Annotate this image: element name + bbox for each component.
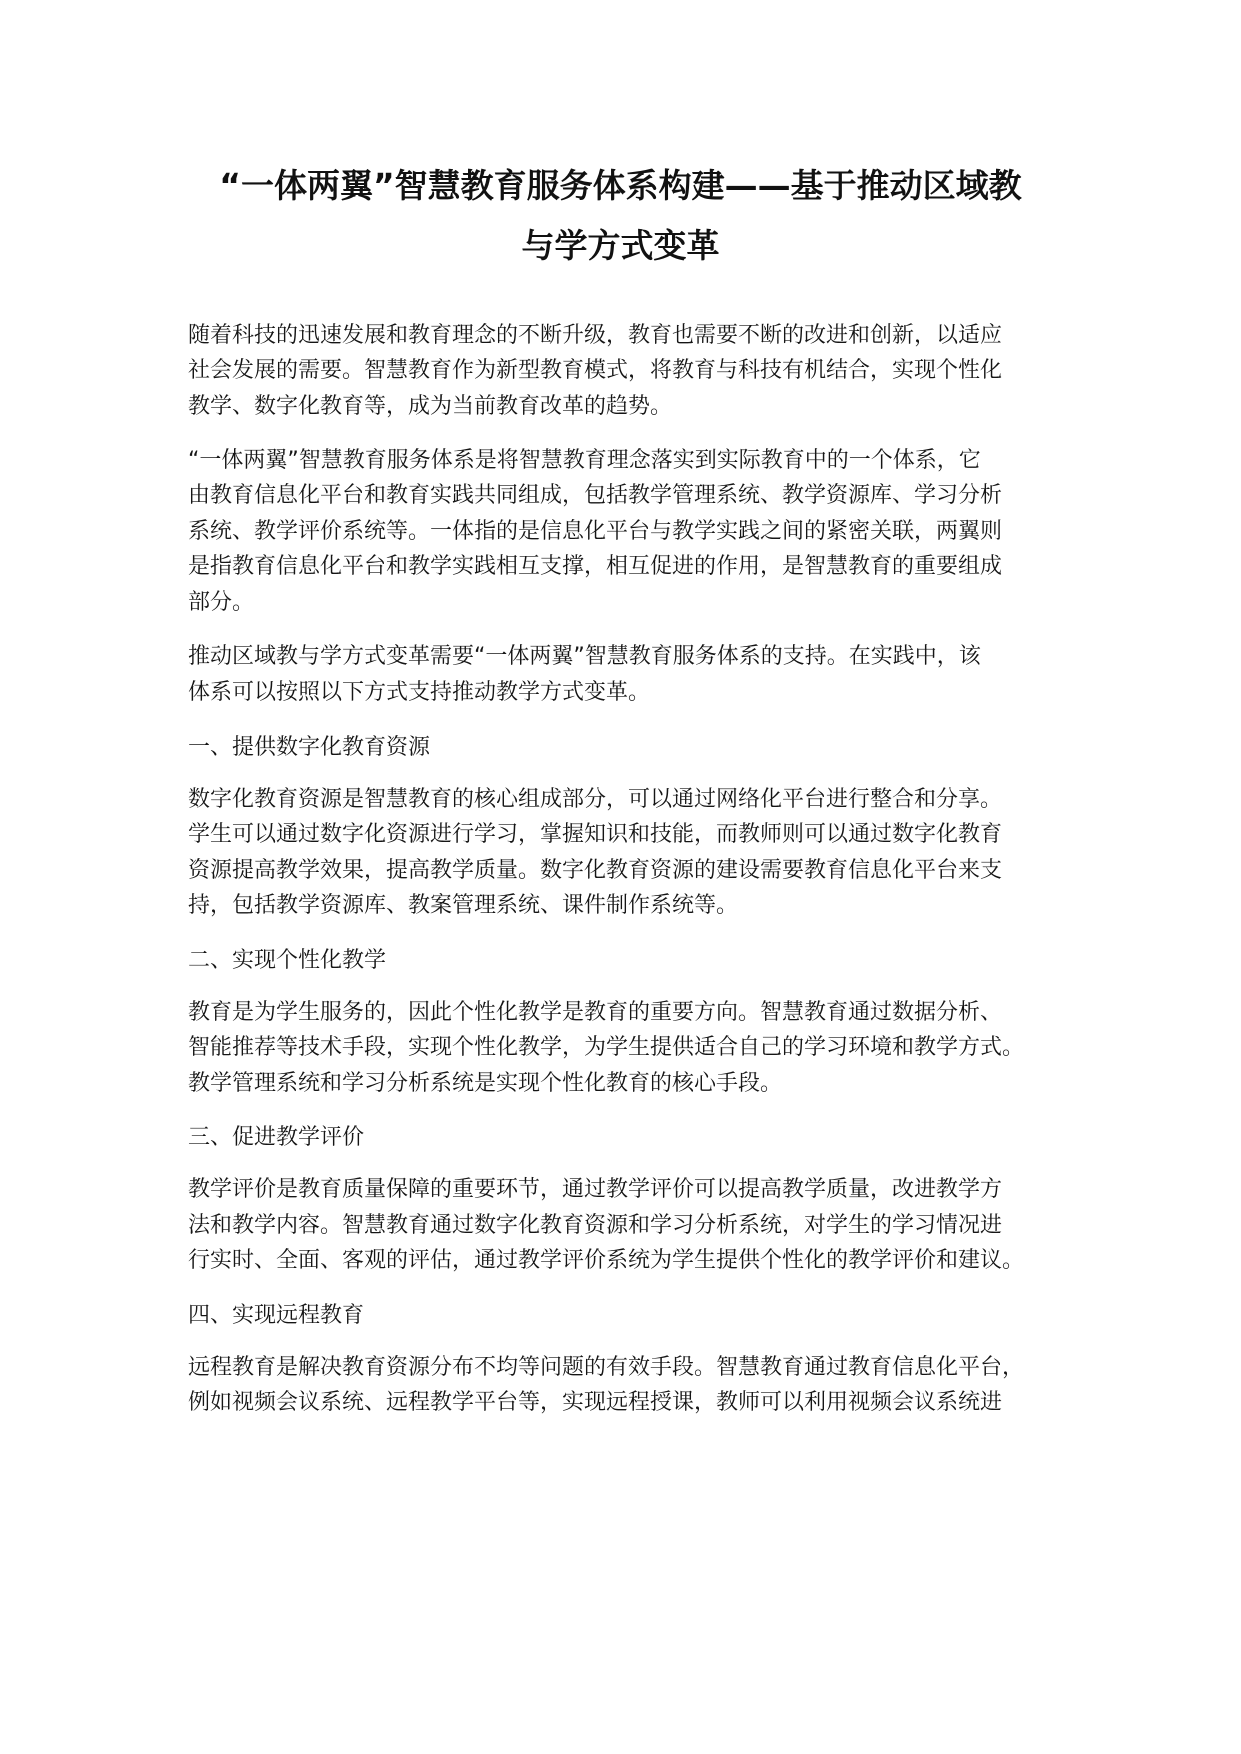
document-title-line: 与学方式变革 [521, 226, 720, 265]
section-heading: 三、促进教学评价 [188, 1125, 365, 1150]
body-text-line: 系统、教学评价系统等。一体指的是信息化平台与教学实践之间的紧密关联，两翼则 [188, 519, 1003, 544]
body-text-line: 远程教育是解决教育资源分布不均等问题的有效手段。智慧教育通过教育信息化平台， [188, 1355, 1025, 1380]
body-text-line: 资源提高教学效果，提高教学质量。数字化教育资源的建设需要教育信息化平台来支 [188, 858, 1003, 883]
body-text-line: 智能推荐等技术手段，实现个性化教学，为学生提供适合自己的学习环境和教学方式。 [188, 1035, 1025, 1060]
section-heading: 一、提供数字化教育资源 [188, 735, 431, 760]
body-text-line: 教学评价是教育质量保障的重要环节，通过教学评价可以提高教学质量，改进教学方 [188, 1177, 1003, 1202]
body-text-line: 学生可以通过数字化资源进行学习，掌握知识和技能，而教师则可以通过数字化教育 [188, 822, 1003, 847]
body-text-line: 持，包括教学资源库、教案管理系统、课件制作系统等。 [188, 893, 739, 918]
section-heading: 四、实现远程教育 [188, 1303, 365, 1328]
body-text-line: 教学、数字化教育等，成为当前教育改革的趋势。 [188, 394, 673, 419]
body-text-line: 社会发展的需要。智慧教育作为新型教育模式，将教育与科技有机结合，实现个性化 [188, 358, 1003, 383]
body-text-line: 例如视频会议系统、远程教学平台等，实现远程授课，教师可以利用视频会议系统进 [188, 1390, 1003, 1415]
body-text-line: 教学管理系统和学习分析系统是实现个性化教育的核心手段。 [188, 1071, 783, 1096]
body-text-line: 是指教育信息化平台和教学实践相互支撑，相互促进的作用，是智慧教育的重要组成 [188, 554, 1003, 579]
body-text-line: 行实时、全面、客观的评估，通过教学评价系统为学生提供个性化的教学评价和建议。 [188, 1248, 1025, 1273]
body-text-line: 体系可以按照以下方式支持推动教学方式变革。 [188, 680, 651, 705]
body-text-line: 教育是为学生服务的，因此个性化教学是教育的重要方向。智慧教育通过数据分析、 [188, 1000, 1003, 1025]
body-text-line: 由教育信息化平台和教育实践共同组成，包括教学管理系统、教学资源库、学习分析 [188, 483, 1003, 508]
body-text-line: “一体两翼”智慧教育服务体系是将智慧教育理念落实到实际教育中的一个体系，它 [188, 448, 981, 473]
document-title-line: “一体两翼”智慧教育服务体系构建——基于推动区域教 [219, 166, 1022, 205]
body-text-line: 法和教学内容。智慧教育通过数字化教育资源和学习分析系统，对学生的学习情况进 [188, 1213, 1003, 1238]
body-text-line: 随着科技的迅速发展和教育理念的不断升级，教育也需要不断的改进和创新，以适应 [188, 323, 1003, 348]
body-text-line: 部分。 [188, 590, 255, 615]
section-heading: 二、实现个性化教学 [188, 948, 387, 973]
body-text-line: 数字化教育资源是智慧教育的核心组成部分，可以通过网络化平台进行整合和分享。 [188, 787, 1003, 812]
body-text-line: 推动区域教与学方式变革需要“一体两翼”智慧教育服务体系的支持。在实践中，该 [188, 644, 981, 669]
